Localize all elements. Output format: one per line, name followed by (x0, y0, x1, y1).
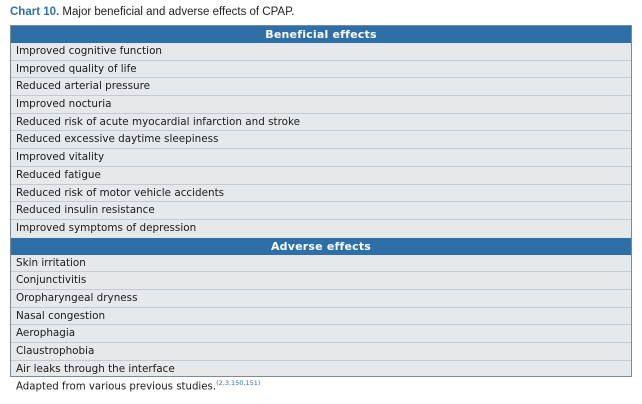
beneficial-effect-row: Reduced risk of motor vehicle accidents (11, 185, 631, 203)
footnote-references[interactable]: (2,3,150,151) (216, 379, 261, 387)
beneficial-effect-row: Improved symptoms of depression (16, 221, 197, 234)
beneficial-effect-row: Improved vitality (11, 149, 631, 167)
beneficial-effects-header: Beneficial effects (11, 26, 631, 43)
beneficial-effect-row: Reduced risk of acute myocardial infarction and stroke (11, 114, 631, 132)
adverse-effect-row: Skin irritation (11, 255, 631, 273)
adverse-effect-row: Nasal congestion (11, 308, 631, 326)
beneficial-effect-row: Reduced arterial pressure (11, 78, 631, 96)
adverse-effect-row: Conjunctivitis (11, 272, 631, 290)
beneficial-effect-row: Improved cognitive function (11, 43, 631, 61)
beneficial-effect-row: Reduced excessive daytime sleepiness (11, 131, 631, 149)
effects-table (10, 25, 632, 377)
beneficial-effect-row: Improved quality of life (11, 61, 631, 79)
footnote-text: Adapted from various previous studies. (16, 381, 217, 393)
beneficial-effect-row: Reduced insulin resistance (11, 202, 631, 220)
beneficial-effect-row: Reduced fatigue (11, 167, 631, 185)
caption-label: Chart 10. (10, 6, 60, 18)
source-footnote (16, 379, 260, 392)
caption-text: Major beneficial and adverse effects of CPAP. (62, 6, 295, 18)
adverse-effect-row: Claustrophobia (11, 343, 631, 361)
beneficial-effect-row: Improved nocturia (11, 96, 631, 114)
adverse-effect-row: Air leaks through the interface (16, 362, 175, 375)
adverse-effect-row: Aerophagia (11, 325, 631, 343)
adverse-effect-row: Oropharyngeal dryness (11, 290, 631, 308)
adverse-effects-header: Adverse effects (11, 238, 631, 255)
chart-caption (10, 6, 294, 18)
adverse-effects-list (11, 255, 631, 379)
beneficial-effects-list (11, 43, 631, 238)
